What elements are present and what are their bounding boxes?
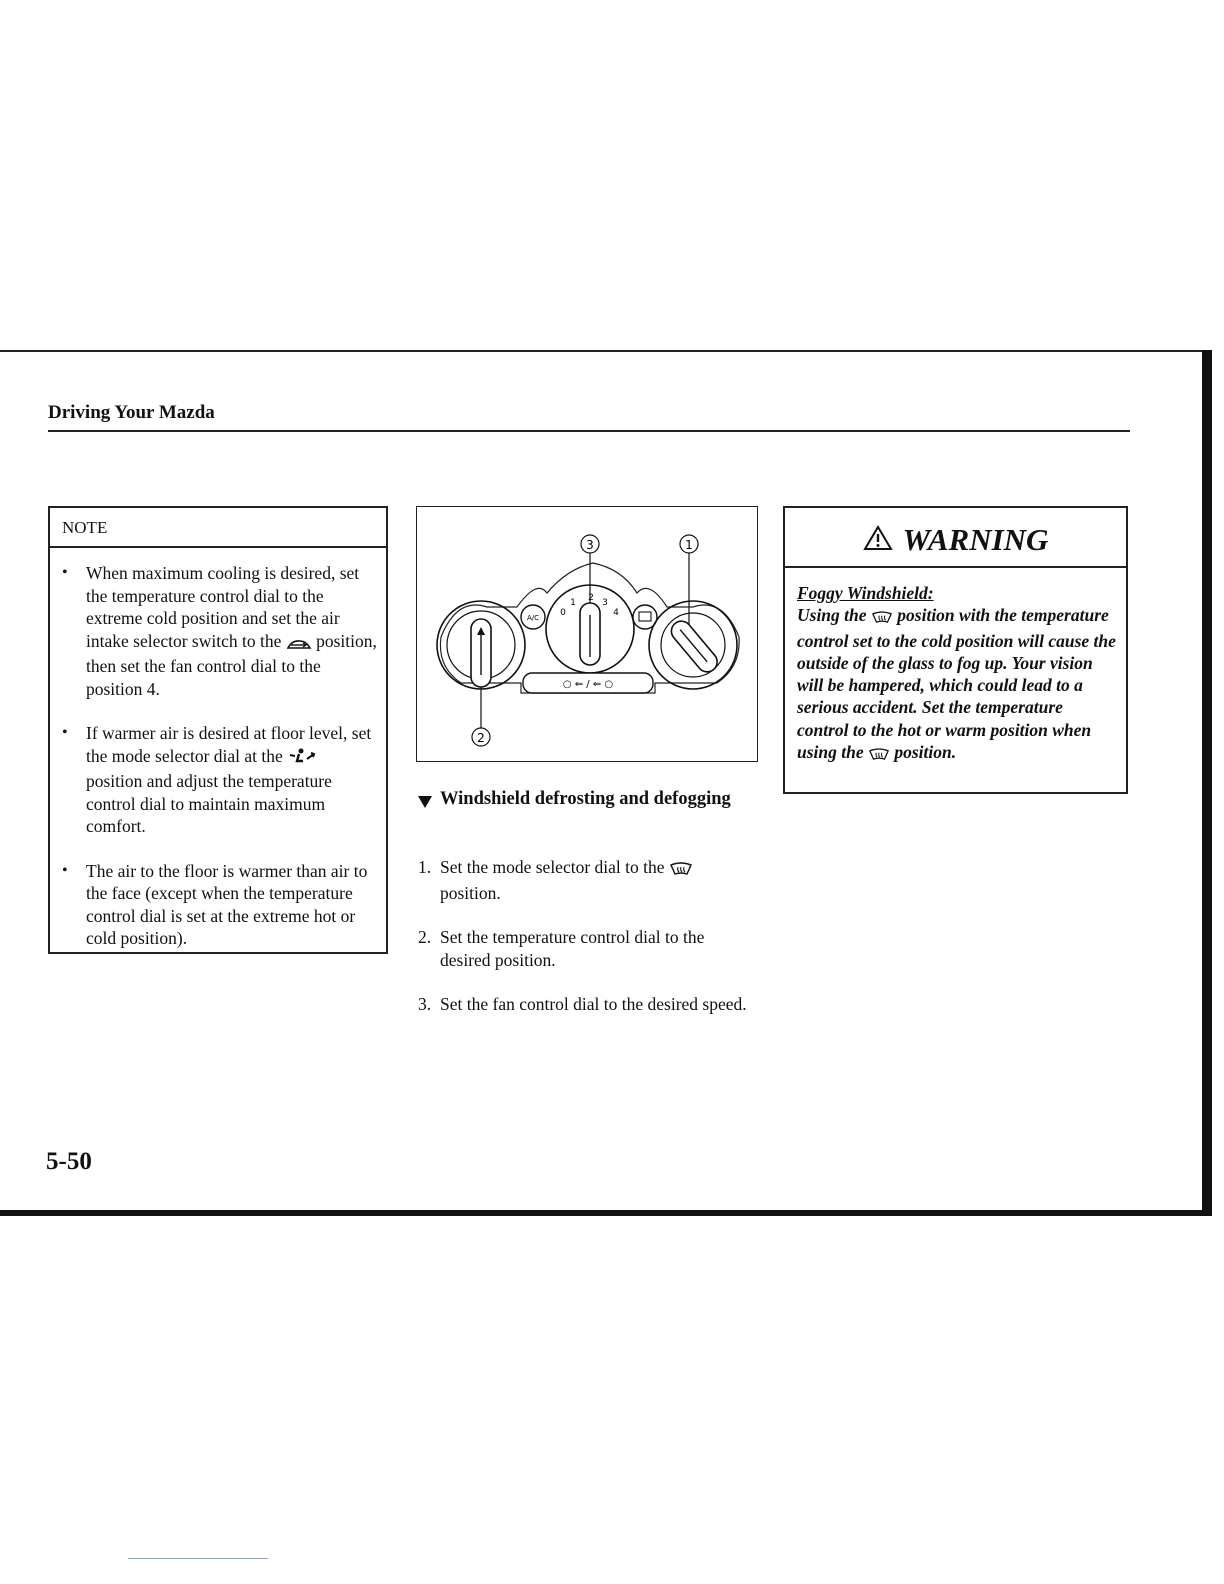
note-list [50, 548, 386, 950]
warning-triangle-icon [863, 525, 893, 556]
warning-body [785, 568, 1126, 766]
warning-text: position with the temperature control set to the cold position will cause the outside of the glass to fog up. Your vision will be hampered, which could lead to a serious accident. Set the temperature control to the hot or warm position when using the [797, 605, 1116, 763]
warning-text: position. [894, 742, 957, 763]
defrost-icon [871, 607, 893, 629]
note-item-text: If warmer air is desired at floor level, set the mode selector dial at the [86, 723, 372, 766]
fan-mark: 0 [560, 608, 566, 618]
step-text: Set the fan control dial to the desired speed. [440, 994, 747, 1014]
subsection-heading-text: Windshield defrosting and defogging [440, 789, 731, 809]
fan-mark: 2 [588, 593, 594, 603]
defrost-icon [669, 859, 693, 882]
triangle-bullet-icon [418, 792, 432, 815]
step-number: 2. [418, 927, 432, 947]
note-item-text: position and adjust the temperature control dial to maintain maximum comfort. [86, 771, 332, 836]
top-rule [0, 350, 1212, 352]
footer-link-line [128, 1558, 268, 1559]
note-item [86, 722, 378, 838]
fan-mark: 1 [570, 598, 576, 608]
step-text: position. [440, 882, 501, 903]
note-item [86, 860, 378, 950]
note-heading: NOTE [50, 508, 386, 548]
section-title: Driving Your Mazda [48, 402, 215, 423]
callout-3-label: 3 [586, 538, 594, 552]
warning-text: Using the [797, 605, 867, 626]
climate-control-panel-illustration [417, 507, 757, 761]
intake-selector-label: ○ ⇐ / ⇐ ○ [562, 679, 614, 690]
climate-control-figure [416, 506, 758, 762]
callout-1-label: 1 [685, 538, 693, 552]
note-item-text: The air to the floor is warmer than air to the face (except when the temperature control dial is set at the extreme hot or cold position). [86, 860, 368, 948]
step-text: Set the mode selector dial to the [440, 857, 665, 877]
note-item-text: position, then set the fan control dial to the position 4. [86, 630, 377, 699]
rear-defrost-symbol [639, 612, 651, 621]
step-item [418, 856, 758, 904]
step-number: 1. [418, 857, 432, 877]
fan-mark: 3 [602, 598, 608, 608]
defrost-icon [868, 744, 890, 766]
bottom-rule [0, 1210, 1212, 1216]
note-box [48, 506, 388, 954]
recirculate-air-icon [286, 633, 312, 656]
warning-box [783, 506, 1128, 794]
fan-mark: 4 [613, 608, 619, 618]
step-number: 3. [418, 994, 432, 1014]
ac-label: A/C [526, 614, 540, 622]
section-rule [48, 430, 1130, 432]
note-item-text: When maximum cooling is desired, set the temperature control dial to the extreme cold position and set the air intake selector switch to the [86, 563, 360, 651]
floor-vent-icon [287, 747, 319, 771]
note-item [86, 562, 378, 700]
page-number: 5-50 [46, 1148, 92, 1175]
warning-subheading: Foggy Windshield: [797, 583, 934, 603]
steps-list [418, 856, 758, 1038]
right-edge-bar [1202, 350, 1212, 1216]
subsection-heading [418, 788, 738, 811]
warning-header [785, 508, 1126, 568]
callout-2-label: 2 [477, 731, 485, 745]
step-item [418, 993, 758, 1016]
warning-title: WARNING [902, 522, 1049, 557]
step-text: Set the temperature control dial to the desired position. [440, 927, 705, 970]
step-item [418, 926, 758, 971]
